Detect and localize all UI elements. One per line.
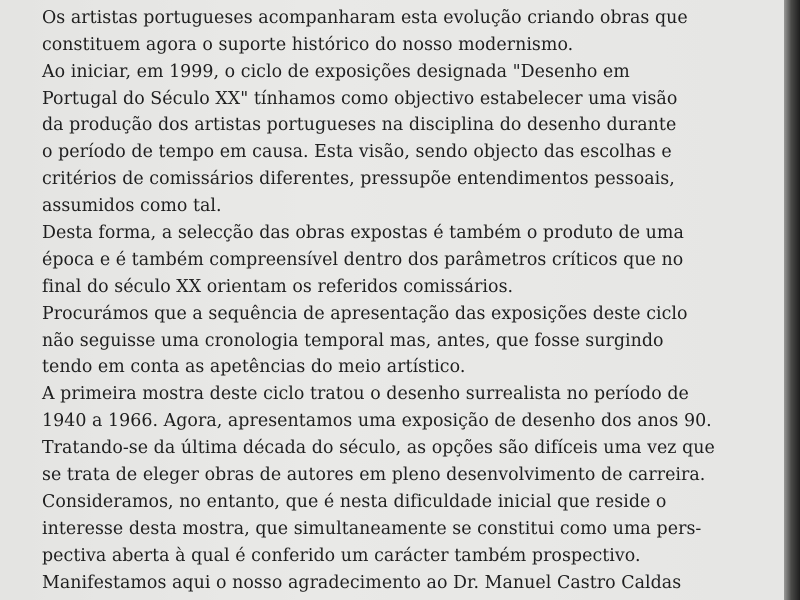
text-line: A primeira mostra deste ciclo tratou o desenho surrealista no período de <box>42 384 689 405</box>
text-line: constituem agora o suporte histórico do nosso modernismo. <box>42 34 574 55</box>
text-line: Desta forma, a selecção das obras expostas é também o produto de uma <box>42 223 684 244</box>
text-line: critérios de comissários diferentes, pressupõe entendimentos pessoais, <box>42 169 675 190</box>
page-edge-shadow <box>784 0 800 600</box>
text-line: assumidos como tal. <box>42 196 222 217</box>
text-line: da produção dos artistas portugueses na disciplina do desenho durante <box>42 115 677 136</box>
text-line: pectiva aberta à qual é conferido um carácter também prospectivo. <box>42 545 641 566</box>
text-line: Os artistas portugueses acompanharam esta evolução criando obras que <box>42 7 688 28</box>
text-line: o período de tempo em causa. Esta visão, sendo objecto das escolhas e <box>42 142 672 163</box>
text-line: época e é também compreensível dentro dos parâmetros críticos que no <box>42 249 684 270</box>
text-line: Procurámos que a sequência de apresentação das exposições deste ciclo <box>42 303 688 324</box>
text-line: Manifestamos aqui o nosso agradecimento ao Dr. Manuel Castro Caldas <box>42 572 682 593</box>
text-line: Consideramos, no entanto, que é nesta dificuldade inicial que reside o <box>42 491 667 512</box>
text-line: final do século XX orientam os referidos comissários. <box>42 276 514 297</box>
text-line: não seguisse uma cronologia temporal mas, antes, que fosse surgindo <box>42 330 664 351</box>
text-line: Ao iniciar, em 1999, o ciclo de exposições designada "Desenho em <box>42 61 630 82</box>
document-text <box>42 0 762 596</box>
text-line: interesse desta mostra, que simultaneamente se constitui como uma pers- <box>42 518 702 539</box>
text-line: 1940 a 1966. Agora, apresentamos uma exposição de desenho dos anos 90. <box>42 411 712 432</box>
text-line: se trata de eleger obras de autores em pleno desenvolvimento de carreira. <box>42 465 706 486</box>
text-line: Tratando-se da última década do século, as opções são difíceis uma vez que <box>42 438 715 459</box>
text-line: tendo em conta as apetências do meio artístico. <box>42 357 466 378</box>
text-line: Portugal do Século XX" tínhamos como objectivo estabelecer uma visão <box>42 88 678 109</box>
